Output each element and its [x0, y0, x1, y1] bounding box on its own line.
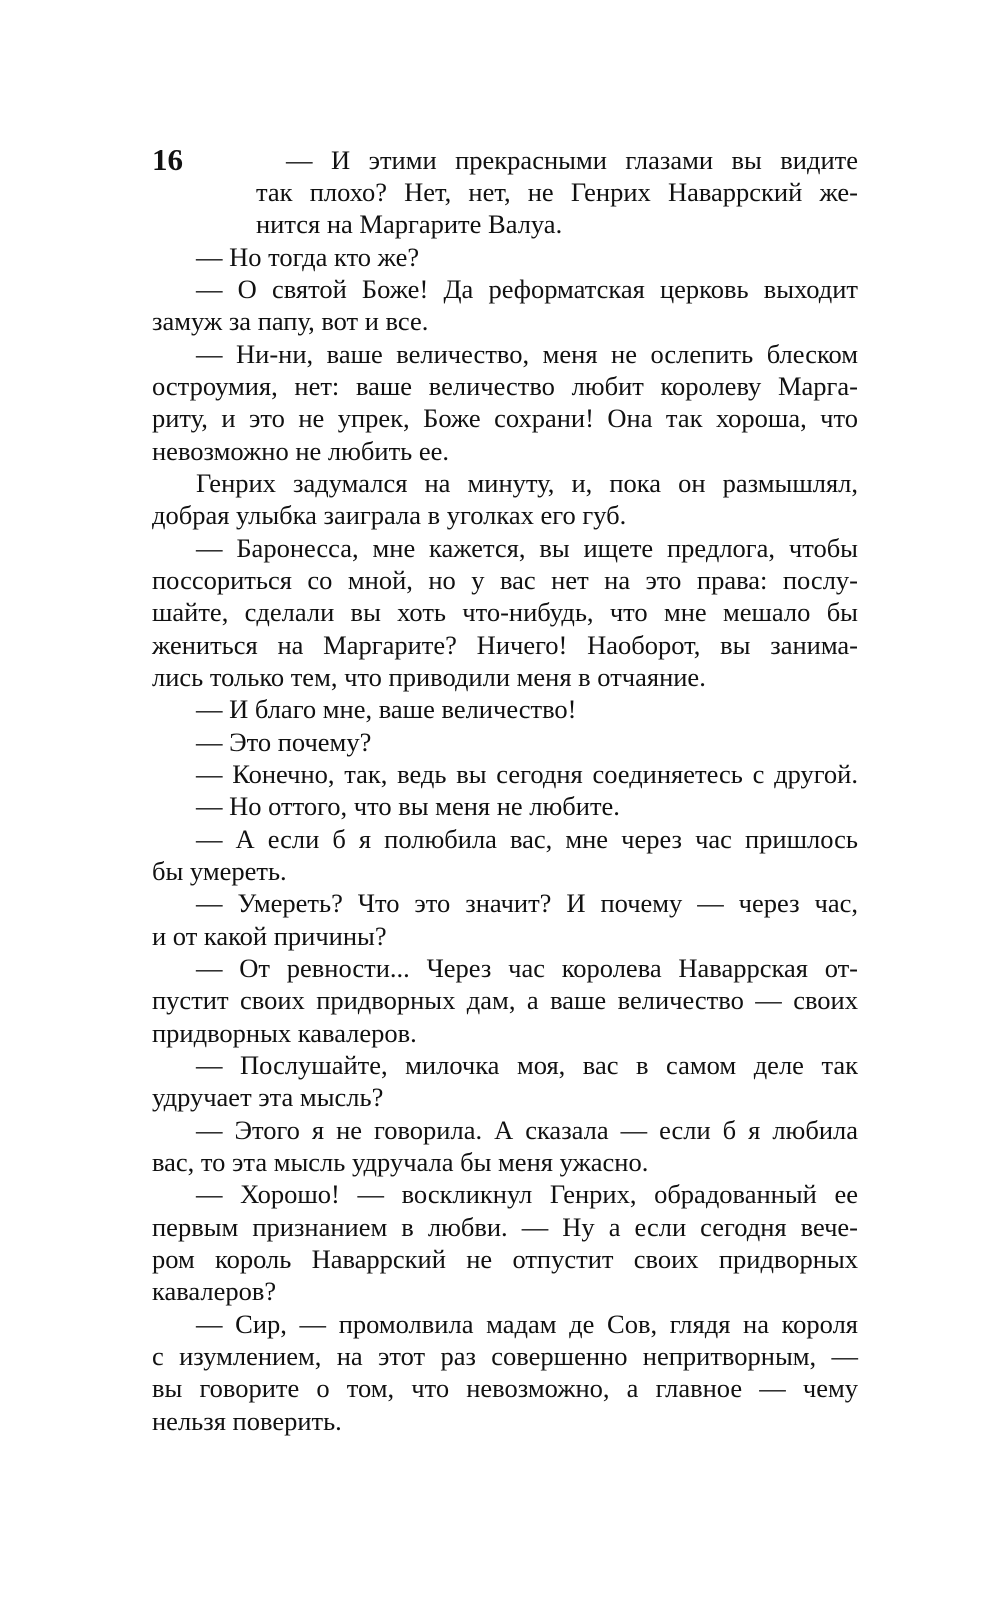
- text-line: с изумлением, на этот раз совершенно непритворным, —: [152, 1341, 858, 1371]
- page-number: 16: [152, 142, 183, 177]
- text-line: — О святой Боже! Да реформатская церковь выходит: [196, 274, 858, 304]
- text-line: жениться на Маргарите? Ничего! Наоборот, вы занима-: [152, 630, 858, 660]
- text-line: — И благо мне, ваше величество!: [196, 694, 577, 724]
- text-line: поссориться со мной, но у вас нет на это права: послу-: [152, 565, 858, 595]
- text-line: замуж за папу, вот и все.: [152, 306, 429, 336]
- text-line: невозможно не любить ее.: [152, 436, 450, 466]
- text-line: — Но тогда кто же?: [196, 242, 420, 272]
- text-line: риту, и это не упрек, Боже сохрани! Она так хороша, что: [152, 403, 858, 433]
- text-line: придворных кавалеров.: [152, 1018, 417, 1048]
- text-line: первым признанием в любви. — Ну а если сегодня вече-: [152, 1212, 858, 1242]
- text-line: — Умереть? Что это значит? И почему — через час,: [196, 888, 858, 918]
- text-line: — Ни-ни, ваше величество, меня не ослепить блеском: [196, 339, 858, 369]
- text-line: — Но оттого, что вы меня не любите.: [196, 791, 620, 821]
- text-line: нится на Маргарите Валуа.: [256, 209, 563, 239]
- text-line: пустит своих придворных дам, а ваше величество — своих: [152, 985, 858, 1015]
- text-line: — От ревности... Через час королева Наваррская от-: [196, 953, 858, 983]
- text-line: лись только тем, что приводили меня в отчаяние.: [152, 662, 706, 692]
- text-line: бы умереть.: [152, 856, 287, 886]
- text-line: — Послушайте, милочка моя, вас в самом деле так: [196, 1050, 858, 1080]
- text-line: шайте, сделали вы хоть что-нибудь, что мне мешало бы: [152, 597, 858, 627]
- text-line: — Баронесса, мне кажется, вы ищете предлога, чтобы: [196, 533, 858, 563]
- text-line: — И этими прекрасными глазами вы видите: [286, 145, 858, 175]
- text-line: — Это почему?: [196, 727, 372, 757]
- text-line: — Хорошо! — воскликнул Генрих, обрадованный ее: [196, 1179, 858, 1209]
- text-line: ром король Наваррский не отпустит своих придворных: [152, 1244, 858, 1274]
- text-line: и от какой причины?: [152, 921, 387, 951]
- text-line: добрая улыбка заиграла в уголках его губ.: [152, 500, 627, 530]
- text-line: так плохо? Нет, нет, не Генрих Наваррский же-: [256, 177, 858, 207]
- text-line: — Конечно, так, ведь вы сегодня соединяетесь с другой.: [196, 759, 858, 789]
- text-line: удручает эта мысль?: [152, 1082, 384, 1112]
- text-line: вы говорите о том, что невозможно, а главное — чему: [152, 1373, 858, 1403]
- text-line: кавалеров?: [152, 1276, 277, 1306]
- text-line: остроумия, нет: ваше величество любит королеву Марга-: [152, 371, 858, 401]
- text-line: нельзя поверить.: [152, 1406, 342, 1436]
- text-line: вас, то эта мысль удручала бы меня ужасно.: [152, 1147, 649, 1177]
- text-line: — А если б я полюбила вас, мне через час пришлось: [196, 824, 858, 854]
- text-line: — Этого я не говорила. А сказала — если б я любила: [196, 1115, 858, 1145]
- text-line: Генрих задумался на минуту, и, пока он размышлял,: [196, 468, 858, 498]
- text-line: — Сир, — промолвила мадам де Сов, глядя на короля: [196, 1309, 858, 1339]
